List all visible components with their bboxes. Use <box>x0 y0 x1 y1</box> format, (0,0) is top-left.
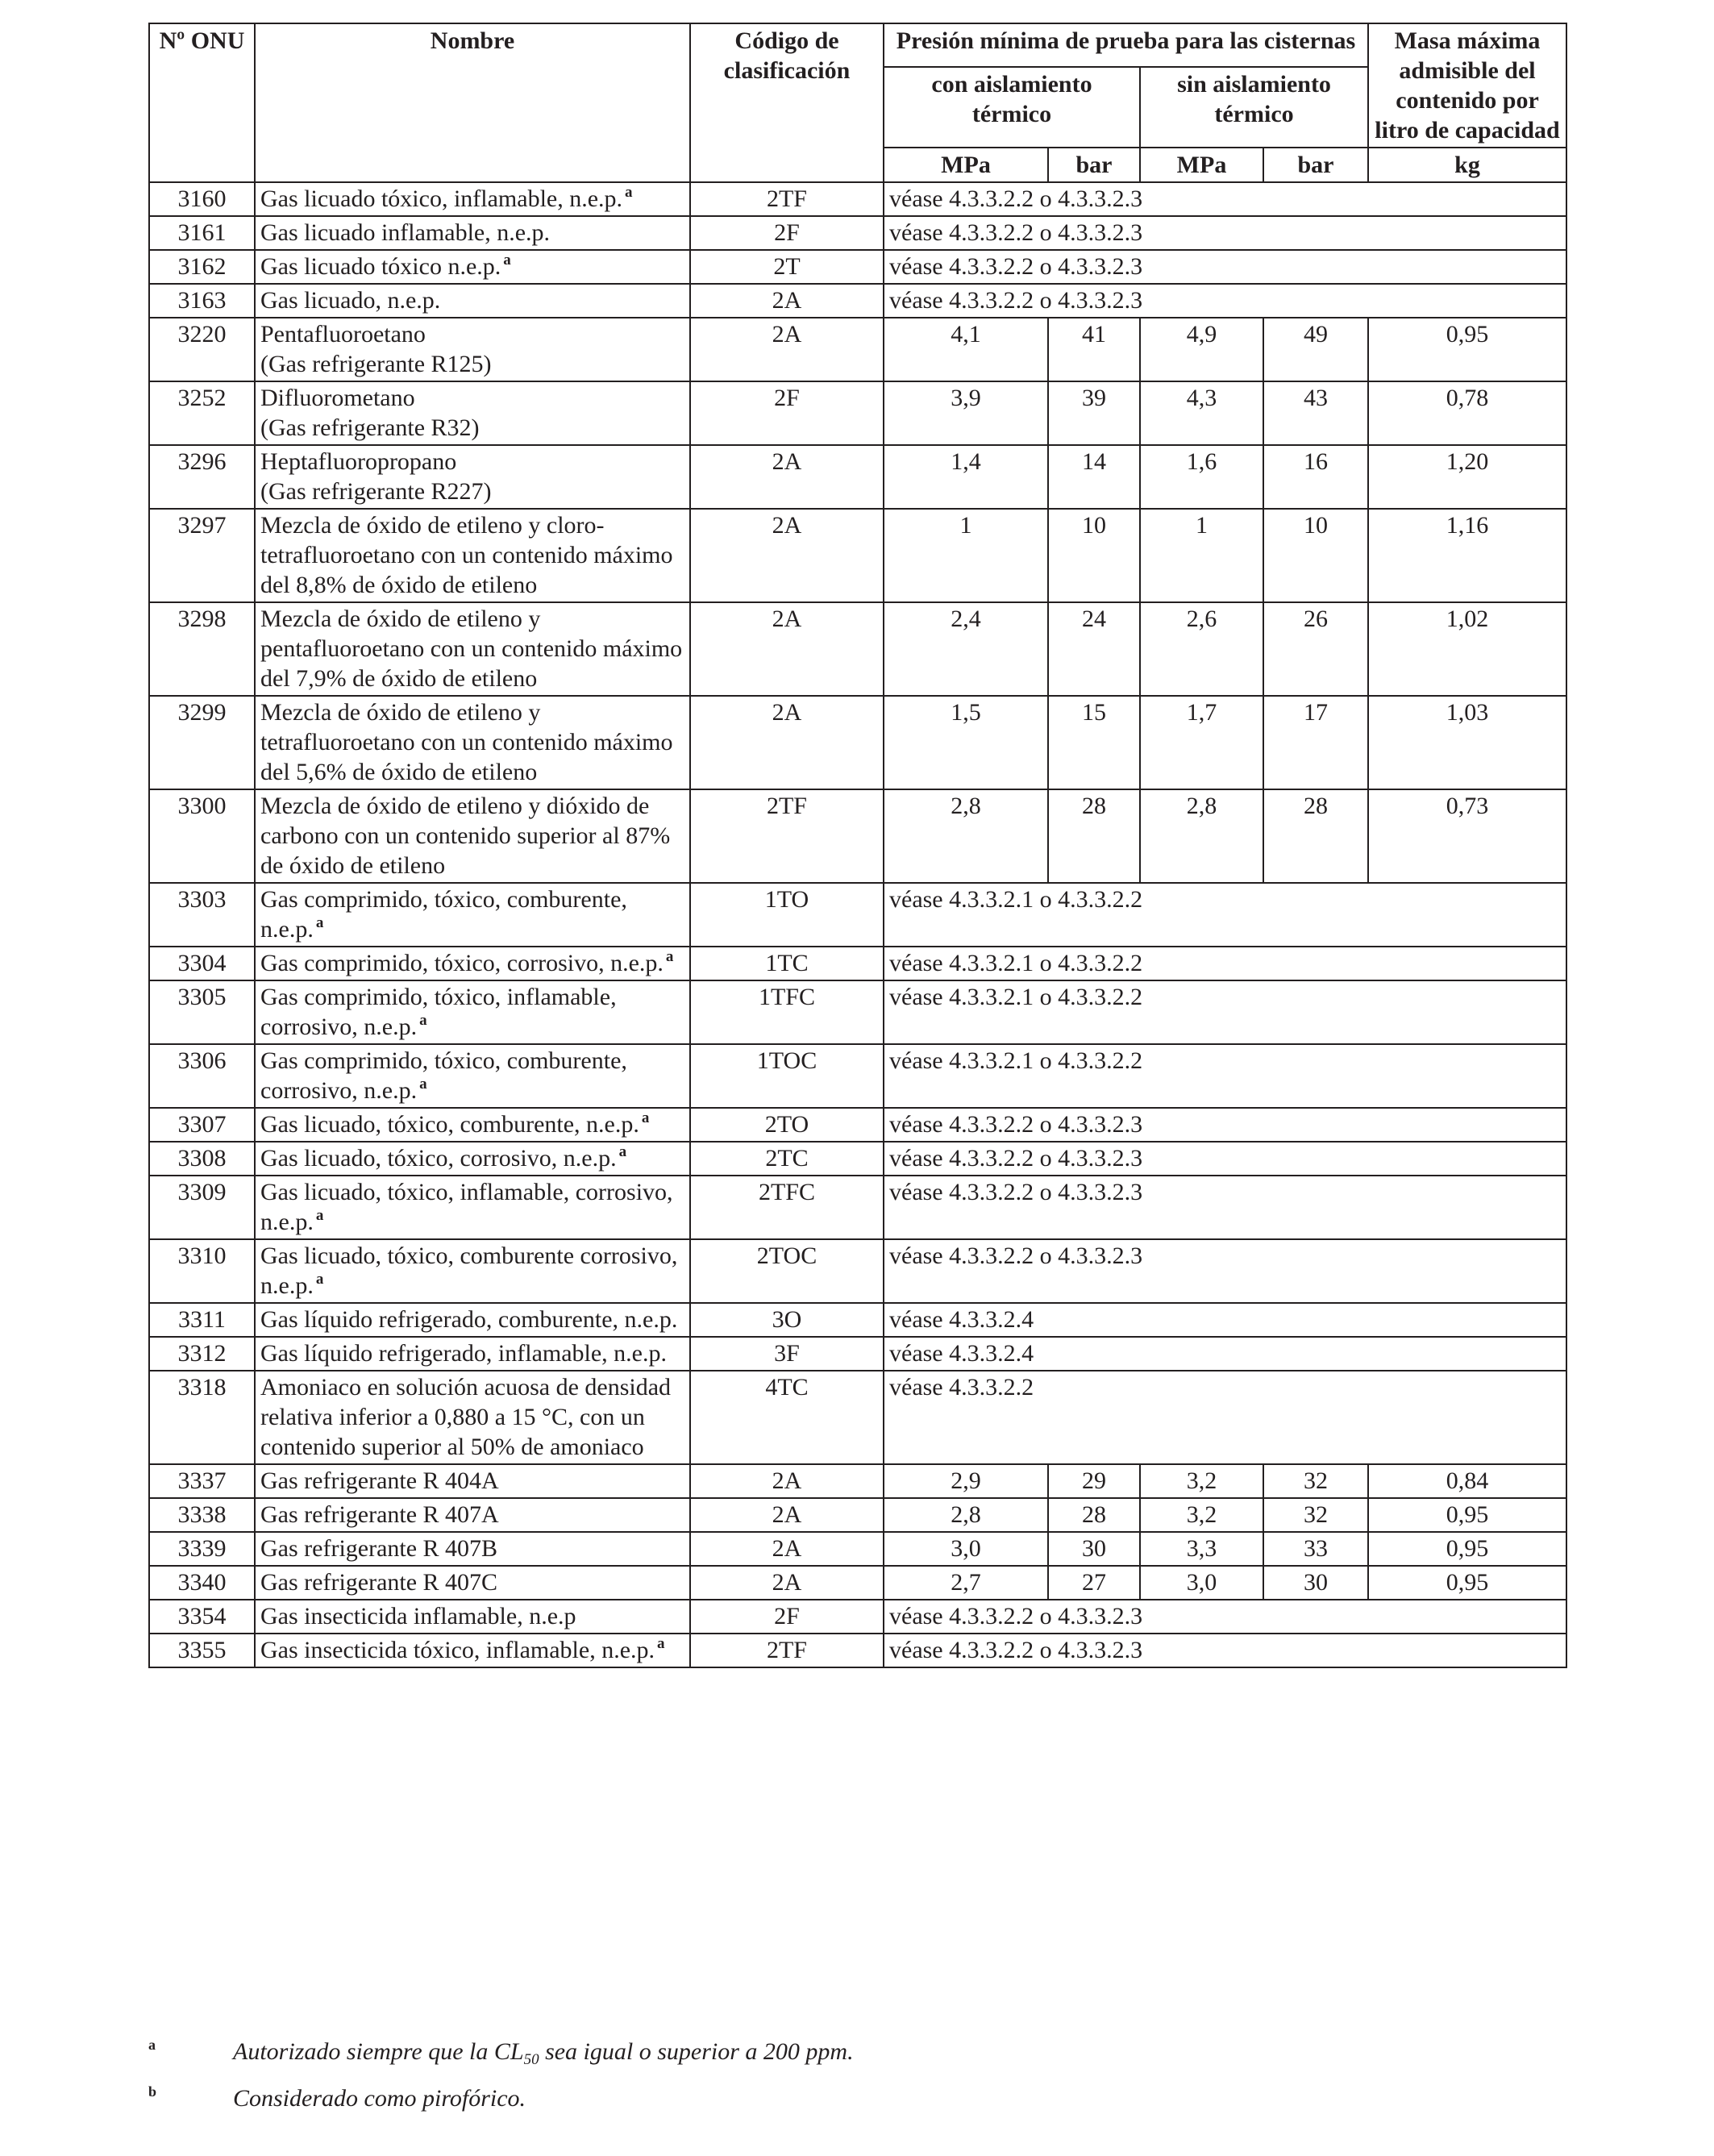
cell-codigo: 2A <box>690 509 884 602</box>
cell-masa-kg: 0,73 <box>1368 789 1566 883</box>
cell-onu: 3296 <box>149 445 255 509</box>
nombre-text: Gas insecticida inflamable, n.e.p <box>260 1603 576 1629</box>
cell-nombre <box>255 1142 690 1176</box>
nombre-text: Gas líquido refrigerado, comburente, n.e.p. <box>260 1306 678 1333</box>
cell-nombre <box>255 789 690 883</box>
cell-bar-sin: 43 <box>1263 381 1368 445</box>
footnote-text <box>233 2085 526 2112</box>
nombre-text: Gas refrigerante R 407B <box>260 1535 498 1562</box>
nombre-subtext: (Gas refrigerante R227) <box>260 478 492 505</box>
cell-codigo: 2A <box>690 602 884 696</box>
table-row <box>149 1303 1566 1337</box>
cell-codigo: 2TF <box>690 1634 884 1667</box>
footnote-text-part: Considerado como pirofórico. <box>233 2085 526 2112</box>
cell-onu: 3252 <box>149 381 255 445</box>
cell-codigo: 2TOC <box>690 1239 884 1303</box>
nombre-text: Gas refrigerante R 407C <box>260 1569 498 1596</box>
cell-mpa-sin: 2,8 <box>1140 789 1263 883</box>
cell-mpa-con: 2,8 <box>884 789 1048 883</box>
cell-mpa-con: 3,0 <box>884 1532 1048 1566</box>
cell-bar-con: 30 <box>1048 1532 1140 1566</box>
cell-referencia: véase 4.3.3.2.2 o 4.3.3.2.3 <box>884 1239 1566 1303</box>
table-row <box>149 250 1566 284</box>
table-container <box>148 23 1566 1668</box>
cell-onu: 3308 <box>149 1142 255 1176</box>
cell-nombre <box>255 318 690 381</box>
table-row <box>149 883 1566 947</box>
nombre-text: Mezcla de óxido de etileno y pentafluoroetano con un contenido máximo del 7,9% de óxido de etileno <box>260 606 683 692</box>
cell-bar-sin: 32 <box>1263 1498 1368 1532</box>
cell-mpa-con: 4,1 <box>884 318 1048 381</box>
footnote-mark: a <box>419 1076 427 1093</box>
footnote-mark: a <box>315 1207 324 1224</box>
cell-referencia: véase 4.3.3.2.2 o 4.3.3.2.3 <box>884 1142 1566 1176</box>
cell-bar-sin: 33 <box>1263 1532 1368 1566</box>
cell-nombre <box>255 1303 690 1337</box>
cell-onu: 3298 <box>149 602 255 696</box>
nombre-text: Gas licuado, n.e.p. <box>260 287 441 314</box>
cell-bar-con: 10 <box>1048 509 1140 602</box>
footnote-mark: a <box>315 914 324 931</box>
cell-mpa-con: 1,4 <box>884 445 1048 509</box>
cell-masa-kg: 1,02 <box>1368 602 1566 696</box>
nombre-text: Mezcla de óxido de etileno y cloro-tetrafluoroetano con un contenido máximo del 8,8% de óxido de etileno <box>260 512 673 598</box>
cell-onu: 3307 <box>149 1108 255 1142</box>
nombre-text: Gas líquido refrigerado, inflamable, n.e.p. <box>260 1340 667 1367</box>
cell-bar-con: 14 <box>1048 445 1140 509</box>
cell-referencia: véase 4.3.3.2.1 o 4.3.3.2.2 <box>884 980 1566 1044</box>
cell-nombre <box>255 445 690 509</box>
cell-mpa-sin: 3,2 <box>1140 1498 1263 1532</box>
cell-mpa-sin: 3,0 <box>1140 1566 1263 1600</box>
cell-nombre <box>255 980 690 1044</box>
cell-masa-kg: 0,84 <box>1368 1464 1566 1498</box>
cell-codigo: 2A <box>690 284 884 318</box>
cell-nombre <box>255 1108 690 1142</box>
cell-mpa-sin: 2,6 <box>1140 602 1263 696</box>
cell-onu: 3297 <box>149 509 255 602</box>
cell-onu: 3300 <box>149 789 255 883</box>
cell-mpa-sin: 4,3 <box>1140 381 1263 445</box>
cell-bar-con: 15 <box>1048 696 1140 789</box>
footnote-mark: a <box>503 252 511 268</box>
cell-referencia: véase 4.3.3.2.2 o 4.3.3.2.3 <box>884 284 1566 318</box>
cell-referencia: véase 4.3.3.2.2 o 4.3.3.2.3 <box>884 1176 1566 1239</box>
table-row <box>149 1239 1566 1303</box>
nombre-text: Mezcla de óxido de etileno y tetrafluoroetano con un contenido máximo del 5,6% de óxido de etileno <box>260 699 673 785</box>
cell-onu: 3303 <box>149 883 255 947</box>
cell-codigo: 2TO <box>690 1108 884 1142</box>
cell-codigo: 2A <box>690 1566 884 1600</box>
footnote-mark: a <box>148 2037 156 2053</box>
cell-onu: 3305 <box>149 980 255 1044</box>
nombre-text: Mezcla de óxido de etileno y dióxido de carbono con un contenido superior al 87% de óxido de etileno <box>260 793 671 879</box>
footnote-subscript: 50 <box>523 2051 539 2068</box>
cell-nombre <box>255 1566 690 1600</box>
cell-masa-kg: 0,95 <box>1368 318 1566 381</box>
footnote <box>148 2037 1566 2083</box>
nombre-text: Heptafluoropropano <box>260 448 457 475</box>
cell-bar-sin: 26 <box>1263 602 1368 696</box>
cell-nombre <box>255 1600 690 1634</box>
table-row <box>149 1498 1566 1532</box>
cell-codigo: 2TC <box>690 1142 884 1176</box>
cell-nombre <box>255 1532 690 1566</box>
header-unit-mpa: MPa <box>1140 148 1263 182</box>
nombre-text: Gas comprimido, tóxico, corrosivo, n.e.p. <box>260 950 664 976</box>
table-row <box>149 1337 1566 1371</box>
nombre-text: Gas licuado tóxico n.e.p. <box>260 253 501 280</box>
cell-masa-kg: 0,95 <box>1368 1566 1566 1600</box>
cell-nombre <box>255 947 690 980</box>
cell-referencia: véase 4.3.3.2.4 <box>884 1303 1566 1337</box>
cell-nombre <box>255 1176 690 1239</box>
cell-nombre <box>255 602 690 696</box>
nombre-text: Gas licuado, tóxico, corrosivo, n.e.p. <box>260 1145 617 1172</box>
nombre-text: Amoniaco en solución acuosa de densidad relativa inferior a 0,880 a 15 °C, con un contenido superior al 50% de amoniaco <box>260 1374 672 1460</box>
header-unit-mpa: MPa <box>884 148 1048 182</box>
table-row <box>149 445 1566 509</box>
cell-codigo: 2TFC <box>690 1176 884 1239</box>
cell-mpa-con: 2,4 <box>884 602 1048 696</box>
table-row <box>149 947 1566 980</box>
cell-codigo: 2A <box>690 318 884 381</box>
cell-onu: 3311 <box>149 1303 255 1337</box>
table-body <box>149 182 1566 1667</box>
cell-nombre <box>255 182 690 216</box>
nombre-text: Pentafluoroetano <box>260 321 426 348</box>
nombre-text: Gas licuado, tóxico, comburente, n.e.p. <box>260 1111 639 1138</box>
nombre-text: Gas refrigerante R 407A <box>260 1501 499 1528</box>
table-row <box>149 1108 1566 1142</box>
cell-onu: 3354 <box>149 1600 255 1634</box>
table-row <box>149 1600 1566 1634</box>
cell-referencia: véase 4.3.3.2.2 o 4.3.3.2.3 <box>884 182 1566 216</box>
cell-codigo: 2T <box>690 250 884 284</box>
nombre-text: Gas insecticida tóxico, inflamable, n.e.p. <box>260 1637 655 1663</box>
footnote-mark: a <box>315 1271 324 1288</box>
cell-nombre <box>255 509 690 602</box>
footnote-mark: a <box>641 1109 650 1126</box>
cell-mpa-sin: 3,2 <box>1140 1464 1263 1498</box>
table-row <box>149 1371 1566 1464</box>
cell-bar-sin: 17 <box>1263 696 1368 789</box>
table-row <box>149 1044 1566 1108</box>
table-row <box>149 381 1566 445</box>
cell-referencia: véase 4.3.3.2.1 o 4.3.3.2.2 <box>884 1044 1566 1108</box>
cell-codigo: 2F <box>690 1600 884 1634</box>
cell-bar-sin: 10 <box>1263 509 1368 602</box>
cell-onu: 3162 <box>149 250 255 284</box>
table-row <box>149 696 1566 789</box>
cell-onu: 3163 <box>149 284 255 318</box>
cell-codigo: 2A <box>690 696 884 789</box>
nombre-text: Gas licuado tóxico, inflamable, n.e.p. <box>260 185 623 212</box>
cell-nombre <box>255 1634 690 1667</box>
cell-bar-sin: 16 <box>1263 445 1368 509</box>
table-row <box>149 1176 1566 1239</box>
cell-mpa-sin: 1,7 <box>1140 696 1263 789</box>
header-unit-bar: bar <box>1263 148 1368 182</box>
header-masa: Masa máxima admisible del contenido por litro de capacidad <box>1368 23 1566 148</box>
table-row <box>149 789 1566 883</box>
header-con-aislamiento: con aislamiento térmico <box>884 67 1140 148</box>
cell-nombre <box>255 883 690 947</box>
footnote-mark: a <box>618 1143 627 1160</box>
header-onu: Nº ONU <box>149 23 255 182</box>
cell-bar-sin: 30 <box>1263 1566 1368 1600</box>
footnote-mark: a <box>419 1012 427 1029</box>
cell-nombre <box>255 1371 690 1464</box>
cell-onu: 3160 <box>149 182 255 216</box>
cell-codigo: 4TC <box>690 1371 884 1464</box>
cell-onu: 3299 <box>149 696 255 789</box>
cell-onu: 3309 <box>149 1176 255 1239</box>
cell-codigo: 2A <box>690 1464 884 1498</box>
footnotes <box>148 2037 1566 2130</box>
cell-codigo: 2A <box>690 1498 884 1532</box>
cell-mpa-con: 2,8 <box>884 1498 1048 1532</box>
cell-codigo: 2TF <box>690 182 884 216</box>
cell-referencia: véase 4.3.3.2.2 o 4.3.3.2.3 <box>884 250 1566 284</box>
cell-onu: 3337 <box>149 1464 255 1498</box>
cell-codigo: 2F <box>690 216 884 250</box>
cell-onu: 3355 <box>149 1634 255 1667</box>
cell-mpa-sin: 1,6 <box>1140 445 1263 509</box>
table-row <box>149 318 1566 381</box>
cell-referencia: véase 4.3.3.2.4 <box>884 1337 1566 1371</box>
cell-referencia: véase 4.3.3.2.1 o 4.3.3.2.2 <box>884 947 1566 980</box>
table-row <box>149 602 1566 696</box>
cell-bar-sin: 49 <box>1263 318 1368 381</box>
cell-codigo: 2TF <box>690 789 884 883</box>
footnote-mark: b <box>148 2083 157 2100</box>
cell-onu: 3338 <box>149 1498 255 1532</box>
table-row <box>149 284 1566 318</box>
table-row <box>149 216 1566 250</box>
table-row <box>149 1566 1566 1600</box>
cell-codigo: 3O <box>690 1303 884 1337</box>
cell-bar-con: 24 <box>1048 602 1140 696</box>
cell-masa-kg: 0,95 <box>1368 1498 1566 1532</box>
cell-onu: 3340 <box>149 1566 255 1600</box>
cell-nombre <box>255 1337 690 1371</box>
footnote-mark: a <box>657 1635 665 1652</box>
cell-onu: 3306 <box>149 1044 255 1108</box>
nombre-text: Gas comprimido, tóxico, inflamable, corrosivo, n.e.p. <box>260 984 617 1040</box>
cell-onu: 3339 <box>149 1532 255 1566</box>
cell-mpa-sin: 1 <box>1140 509 1263 602</box>
cell-bar-con: 28 <box>1048 789 1140 883</box>
cell-nombre <box>255 381 690 445</box>
cell-bar-con: 28 <box>1048 1498 1140 1532</box>
table-row <box>149 182 1566 216</box>
cell-nombre <box>255 1239 690 1303</box>
nombre-text: Gas refrigerante R 404A <box>260 1467 499 1494</box>
cell-mpa-con: 1 <box>884 509 1048 602</box>
cell-codigo: 2A <box>690 445 884 509</box>
table-row <box>149 509 1566 602</box>
nombre-text: Gas licuado, tóxico, inflamable, corrosivo, n.e.p. <box>260 1179 673 1235</box>
cell-codigo: 1TO <box>690 883 884 947</box>
nombre-text: Gas licuado inflamable, n.e.p. <box>260 219 551 246</box>
table-row <box>149 1464 1566 1498</box>
cell-referencia: véase 4.3.3.2.2 o 4.3.3.2.3 <box>884 1634 1566 1667</box>
cell-mpa-sin: 3,3 <box>1140 1532 1263 1566</box>
header-sin-aislamiento: sin aislamiento térmico <box>1140 67 1368 148</box>
cell-masa-kg: 0,95 <box>1368 1532 1566 1566</box>
cell-mpa-con: 2,9 <box>884 1464 1048 1498</box>
footnote-text-part: Autorizado siempre que la CL <box>233 2038 524 2065</box>
cell-masa-kg: 1,16 <box>1368 509 1566 602</box>
cell-mpa-sin: 4,9 <box>1140 318 1263 381</box>
footnote-mark: a <box>625 184 633 201</box>
table-row <box>149 980 1566 1044</box>
nombre-subtext: (Gas refrigerante R125) <box>260 351 492 377</box>
cell-referencia: véase 4.3.3.2.2 <box>884 1371 1566 1464</box>
table-row <box>149 1142 1566 1176</box>
cell-nombre <box>255 696 690 789</box>
cell-onu: 3304 <box>149 947 255 980</box>
cell-bar-con: 41 <box>1048 318 1140 381</box>
cell-mpa-con: 1,5 <box>884 696 1048 789</box>
cell-nombre <box>255 1464 690 1498</box>
footnote-text <box>233 2038 854 2066</box>
cell-nombre <box>255 1498 690 1532</box>
cell-codigo: 3F <box>690 1337 884 1371</box>
nombre-subtext: (Gas refrigerante R32) <box>260 414 480 441</box>
cell-bar-sin: 32 <box>1263 1464 1368 1498</box>
cell-nombre <box>255 216 690 250</box>
cell-referencia: véase 4.3.3.2.2 o 4.3.3.2.3 <box>884 1108 1566 1142</box>
cell-nombre <box>255 284 690 318</box>
cell-onu: 3161 <box>149 216 255 250</box>
header-codigo: Código de clasificación <box>690 23 884 182</box>
cell-onu: 3310 <box>149 1239 255 1303</box>
table-row <box>149 1634 1566 1667</box>
cell-codigo: 1TC <box>690 947 884 980</box>
cell-masa-kg: 1,03 <box>1368 696 1566 789</box>
header-presion: Presión mínima de prueba para las cisternas <box>884 23 1368 67</box>
footnote <box>148 2083 1566 2130</box>
cell-codigo: 1TOC <box>690 1044 884 1108</box>
cell-codigo: 2A <box>690 1532 884 1566</box>
table-row <box>149 1532 1566 1566</box>
cell-mpa-con: 2,7 <box>884 1566 1048 1600</box>
cell-codigo: 2F <box>690 381 884 445</box>
cell-referencia: véase 4.3.3.2.1 o 4.3.3.2.2 <box>884 883 1566 947</box>
cell-nombre <box>255 1044 690 1108</box>
cell-mpa-con: 3,9 <box>884 381 1048 445</box>
cell-onu: 3318 <box>149 1371 255 1464</box>
cell-onu: 3312 <box>149 1337 255 1371</box>
nombre-text: Gas comprimido, tóxico, comburente, corrosivo, n.e.p. <box>260 1047 627 1104</box>
cell-bar-sin: 28 <box>1263 789 1368 883</box>
nombre-text: Gas comprimido, tóxico, comburente, n.e.p. <box>260 886 627 943</box>
header-nombre: Nombre <box>255 23 690 182</box>
cell-bar-con: 27 <box>1048 1566 1140 1600</box>
header-unit-bar: bar <box>1048 148 1140 182</box>
footnote-mark: a <box>665 948 674 965</box>
footnote-text-part: sea igual o superior a 200 ppm. <box>539 2038 854 2065</box>
cell-referencia: véase 4.3.3.2.2 o 4.3.3.2.3 <box>884 1600 1566 1634</box>
header-unit-kg: kg <box>1368 148 1566 182</box>
cell-referencia: véase 4.3.3.2.2 o 4.3.3.2.3 <box>884 216 1566 250</box>
cell-bar-con: 29 <box>1048 1464 1140 1498</box>
cell-codigo: 1TFC <box>690 980 884 1044</box>
cell-nombre <box>255 250 690 284</box>
nombre-text: Gas licuado, tóxico, comburente corrosivo, n.e.p. <box>260 1242 678 1299</box>
un-gas-table <box>148 23 1567 1668</box>
cell-masa-kg: 0,78 <box>1368 381 1566 445</box>
cell-bar-con: 39 <box>1048 381 1140 445</box>
cell-onu: 3220 <box>149 318 255 381</box>
cell-masa-kg: 1,20 <box>1368 445 1566 509</box>
nombre-text: Difluorometano <box>260 385 415 411</box>
